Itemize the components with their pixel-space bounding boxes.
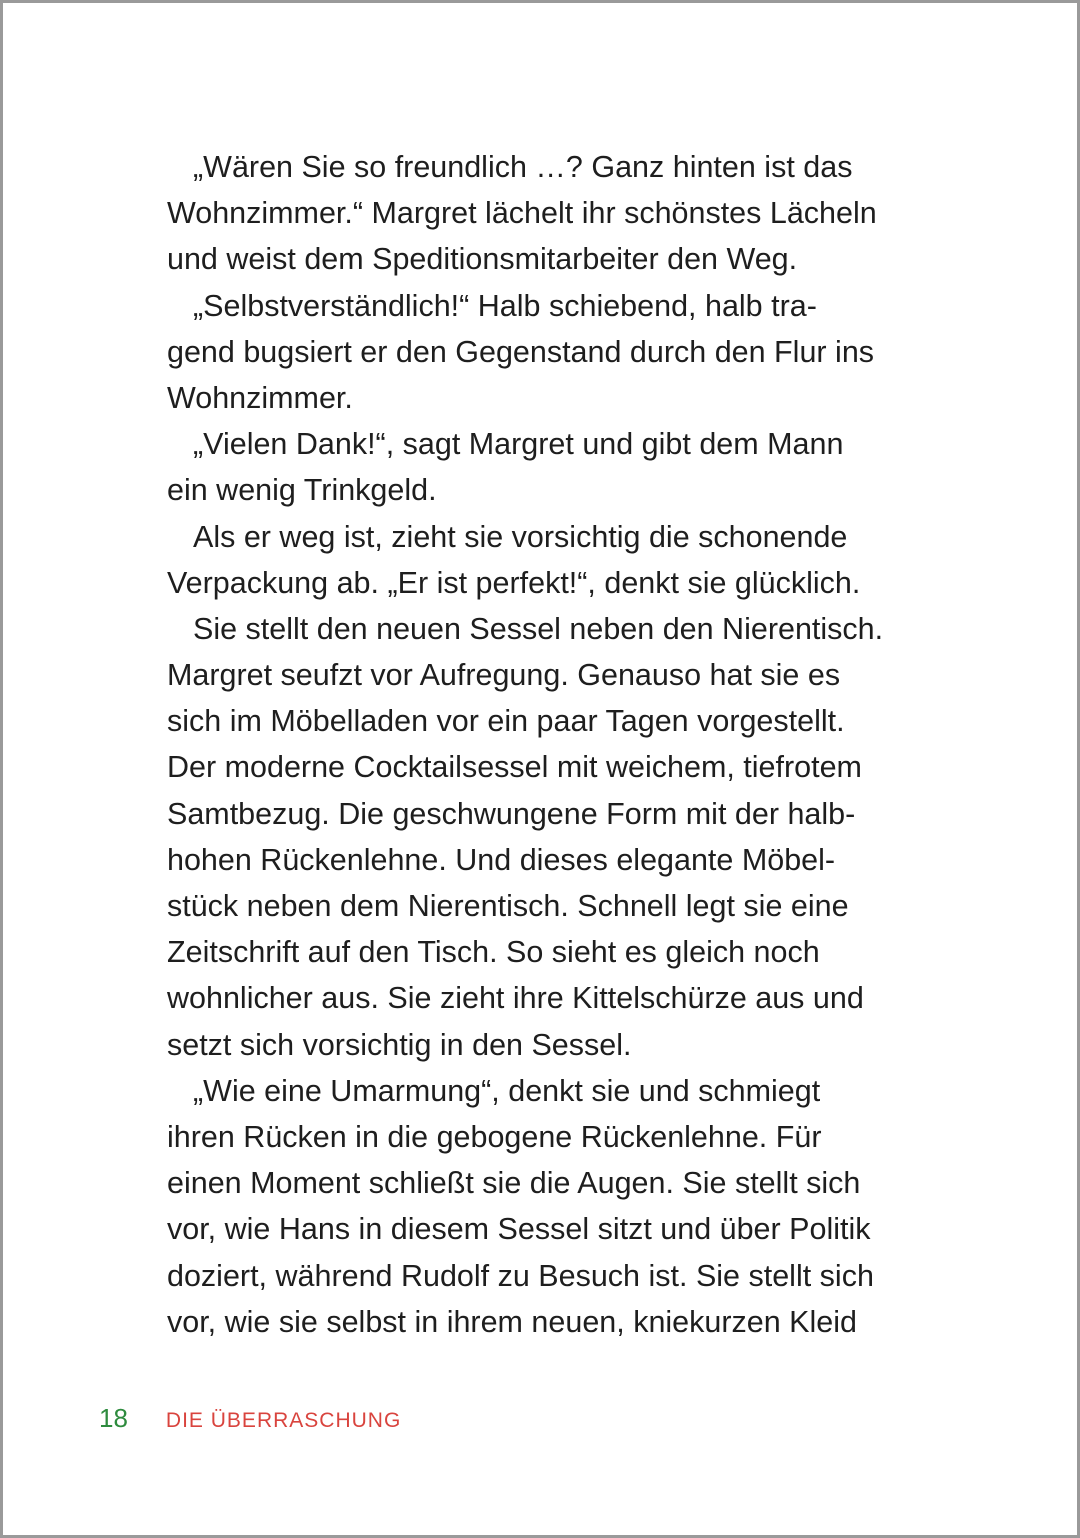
text-line: hohen Rückenlehne. Und dieses elegante Möbel- xyxy=(167,842,836,877)
page-footer xyxy=(99,1403,401,1443)
text-line: doziert, während Rudolf zu Besuch ist. Sie stellt sich xyxy=(167,1258,874,1293)
text-line: und weist dem Speditionsmitarbeiter den Weg. xyxy=(167,242,798,277)
text-line: einen Moment schließt sie die Augen. Sie stellt sich xyxy=(167,1166,861,1201)
text-line: Wohnzimmer. xyxy=(167,380,353,415)
text-line: wohnlicher aus. Sie zieht ihre Kittelschürze aus und xyxy=(167,981,864,1016)
text-line: „Vielen Dank!“, sagt Margret und gibt dem Mann xyxy=(193,427,844,462)
body-text xyxy=(167,144,919,1345)
text-line: „Wie eine Umarmung“, denkt sie und schmiegt xyxy=(193,1073,821,1108)
chapter-title: DIE ÜBERRASCHUNG xyxy=(165,1409,402,1432)
text-line: setzt sich vorsichtig in den Sessel. xyxy=(167,1027,632,1062)
text-line: Sie stellt den neuen Sessel neben den Nierentisch. xyxy=(193,611,884,646)
text-line: Der moderne Cocktailsessel mit weichem, tiefrotem xyxy=(167,750,862,785)
text-line: Als er weg ist, zieht sie vorsichtig die schonende xyxy=(193,519,848,554)
page-number: 18 xyxy=(99,1403,128,1433)
text-line: gend bugsiert er den Gegenstand durch den Flur ins xyxy=(167,334,875,369)
text-line: stück neben dem Nierentisch. Schnell legt sie eine xyxy=(167,889,849,923)
text-line: ein wenig Trinkgeld. xyxy=(167,473,437,508)
text-line: „Wären Sie so freundlich …? Ganz hinten ist das xyxy=(193,150,853,184)
text-line: vor, wie Hans in diesem Sessel sitzt und über Politik xyxy=(167,1212,871,1247)
text-line: Wohnzimmer.“ Margret lächelt ihr schönstes Lächeln xyxy=(167,196,877,231)
text-line: Verpackung ab. „Er ist perfekt!“, denkt sie glücklich. xyxy=(167,565,861,600)
text-line: ihren Rücken in die gebogene Rückenlehne. Für xyxy=(167,1119,822,1154)
text-line: Zeitschrift auf den Tisch. So sieht es gleich noch xyxy=(167,935,820,970)
text-line: Margret seufzt vor Aufregung. Genauso hat sie es xyxy=(167,658,841,693)
text-line: sich im Möbelladen vor ein paar Tagen vorgestellt. xyxy=(167,704,845,739)
text-line: vor, wie sie selbst in ihrem neuen, kniekurzen Kleid xyxy=(167,1304,857,1339)
text-line: „Selbstverständlich!“ Halb schiebend, halb tra- xyxy=(193,288,817,323)
text-line: Samtbezug. Die geschwungene Form mit der halb- xyxy=(167,796,856,831)
